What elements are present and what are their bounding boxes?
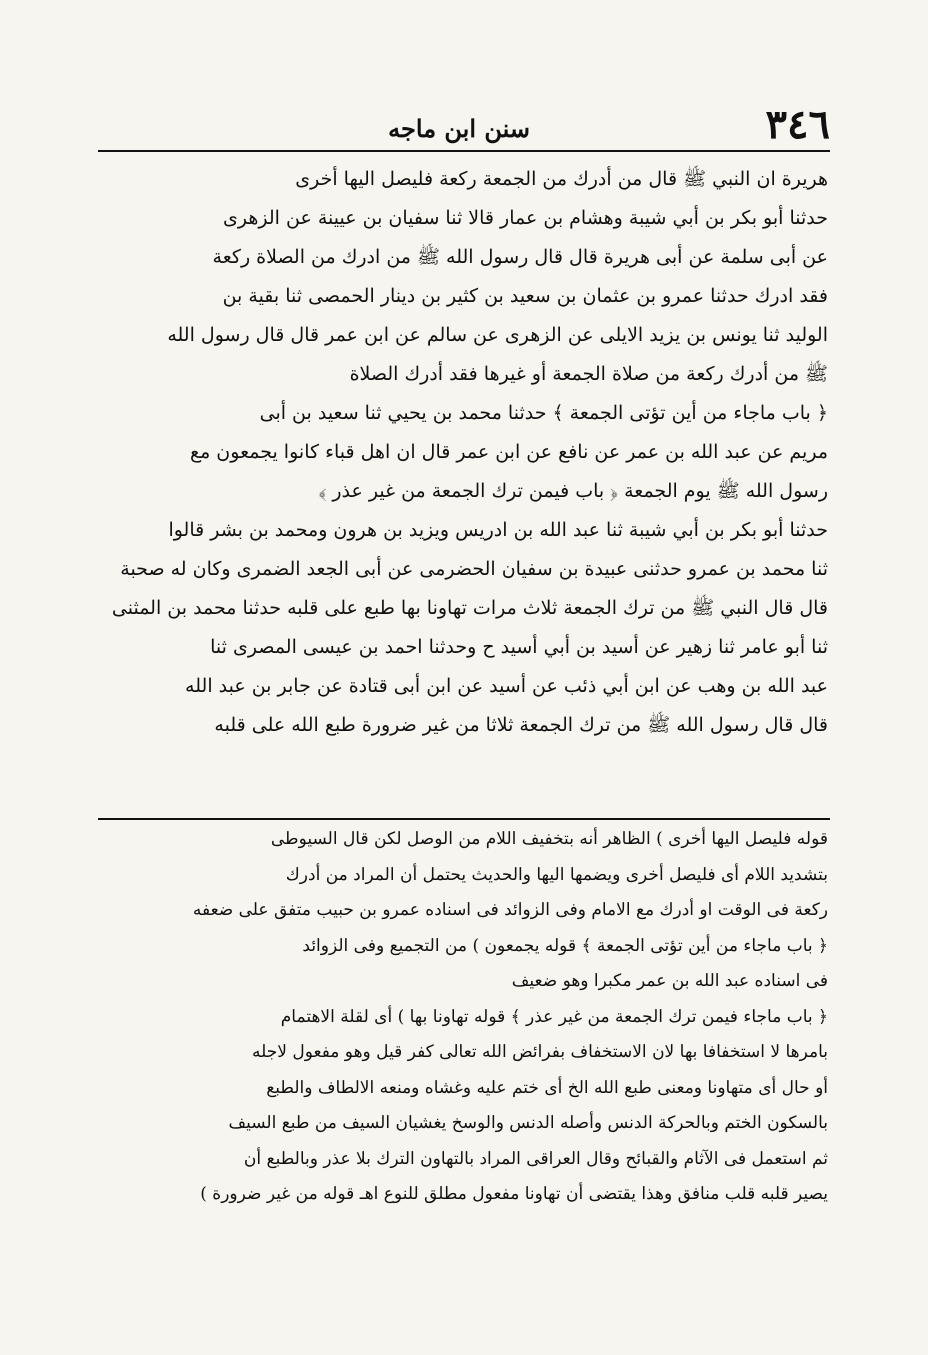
main-text-line: فقد ادرك حدثنا عمرو بن عثمان بن سعيد بن كثير بن دينار الحمصى ثنا بقية بن xyxy=(222,285,828,307)
main-text-line: ﴿ باب ماجاء من أين تؤتى الجمعة ﴾ حدثنا محمد بن يحيي ثنا سعيد بن أبى xyxy=(259,402,828,424)
commentary-line: قوله فليصل اليها أخرى ) الظاهر أنه بتخفيف اللام من الوصل لكن قال السيوطى xyxy=(270,829,828,849)
main-text-line: حدثنا أبو بكر بن أبي شيبة وهشام بن عمار قالا ثنا سفيان بن عيينة عن الزهرى xyxy=(223,207,828,229)
commentary-block xyxy=(102,822,828,1322)
page-number: ٣٤٦ xyxy=(765,101,830,148)
main-text-line: عن أبى سلمة عن أبى هريرة قال قال رسول الله ﷺ من ادرك من الصلاة ركعة xyxy=(212,246,828,268)
main-text-block xyxy=(102,160,828,808)
main-text-line: عبد الله بن وهب عن ابن أبي ذئب عن أسيد عن ابن أبى قتادة عن جابر بن عبد الله xyxy=(185,675,828,697)
main-text-line: الوليد ثنا يونس بن يزيد الايلى عن الزهرى عن سالم عن ابن عمر قال قال رسول الله xyxy=(167,324,828,346)
main-text-line: ثنا محمد بن عمرو حدثنى عبيدة بن سفيان الحضرمى عن أبى الجعد الضمرى وكان له صحبة xyxy=(120,558,828,580)
main-text-line: قال قال رسول الله ﷺ من ترك الجمعة ثلاثا من غير ضرورة طبع الله على قلبه xyxy=(214,714,828,736)
commentary-line: ﴿ باب ماجاء من أين تؤتى الجمعة ﴾ قوله يجمعون ) من التجميع وفى الزوائد xyxy=(302,935,828,956)
commentary-line: ثم استعمل فى الآثام والقبائح وقال العراقى المراد بالتهاون الترك بلا عذر وبالطبع أن xyxy=(243,1148,828,1169)
commentary-line: فى اسناده عبد الله بن عمر مكبرا وهو ضعيف xyxy=(511,971,828,991)
commentary-line: يصير قلبه قلب منافق وهذا يقتضى أن تهاونا مفعول مطلق للنوع اهـ قوله من غير ضرورة ) xyxy=(200,1184,828,1204)
commentary-line: ﴿ باب ماجاء فيمن ترك الجمعة من غير عذر ﴾ قوله تهاونا بها ) أى لقلة الاهتمام xyxy=(280,1006,828,1027)
page-header xyxy=(98,95,830,155)
header-divider xyxy=(98,150,830,152)
main-text-line: رسول الله ﷺ يوم الجمعة ﴿ باب فيمن ترك الجمعة من غير عذر ﴾ xyxy=(318,480,828,502)
main-text-line: هريرة ان النبي ﷺ قال من أدرك من الجمعة ركعة فليصل اليها أخرى xyxy=(295,168,828,190)
commentary-line: بالسكون الختم وبالحركة الدنس وأصله الدنس والوسخ يغشيان السيف من طبع السيف xyxy=(228,1113,828,1133)
commentary-line: بتشديد اللام أى فليصل أخرى ويضمها اليها والحديث يحتمل أن المراد من أدرك xyxy=(285,864,828,885)
main-text-line: ﷺ من أدرك ركعة من صلاة الجمعة أو غيرها فقد أدرك الصلاة xyxy=(349,363,828,385)
main-text-line: ثنا أبو عامر ثنا زهير عن أسيد بن أبي أسيد ح وحدثنا احمد بن عيسى المصرى ثنا xyxy=(210,636,828,658)
main-text-line: مريم عن عبد الله بن عمر عن نافع عن ابن عمر قال ان اهل قباء كانوا يجمعون مع xyxy=(189,441,828,463)
footnote-divider xyxy=(98,818,830,820)
main-text-line: قال قال النبي ﷺ من ترك الجمعة ثلاث مرات تهاونا بها طبع على قلبه حدثنا محمد بن المثنى xyxy=(111,597,828,619)
running-title: سنن ابن ماجه xyxy=(388,114,530,143)
commentary-line: ركعة فى الوقت او أدرك مع الامام وفى الزوائد فى اسناده عمرو بن حبيب متفق على ضعفه xyxy=(192,900,828,920)
commentary-line: أو حال أى متهاونا ومعنى طبع الله الخ أى ختم عليه وغشاه ومنعه الالطاف والطبع xyxy=(266,1077,828,1098)
commentary-line: بامرها لا استخفافا بها لان الاستخفاف بفرائض الله تعالى كفر قيل وهو مفعول لاجله xyxy=(252,1042,828,1062)
main-text-line: حدثنا أبو بكر بن أبي شيبة ثنا عبد الله بن ادريس ويزيد بن هرون ومحمد بن بشر قالوا xyxy=(168,519,828,541)
